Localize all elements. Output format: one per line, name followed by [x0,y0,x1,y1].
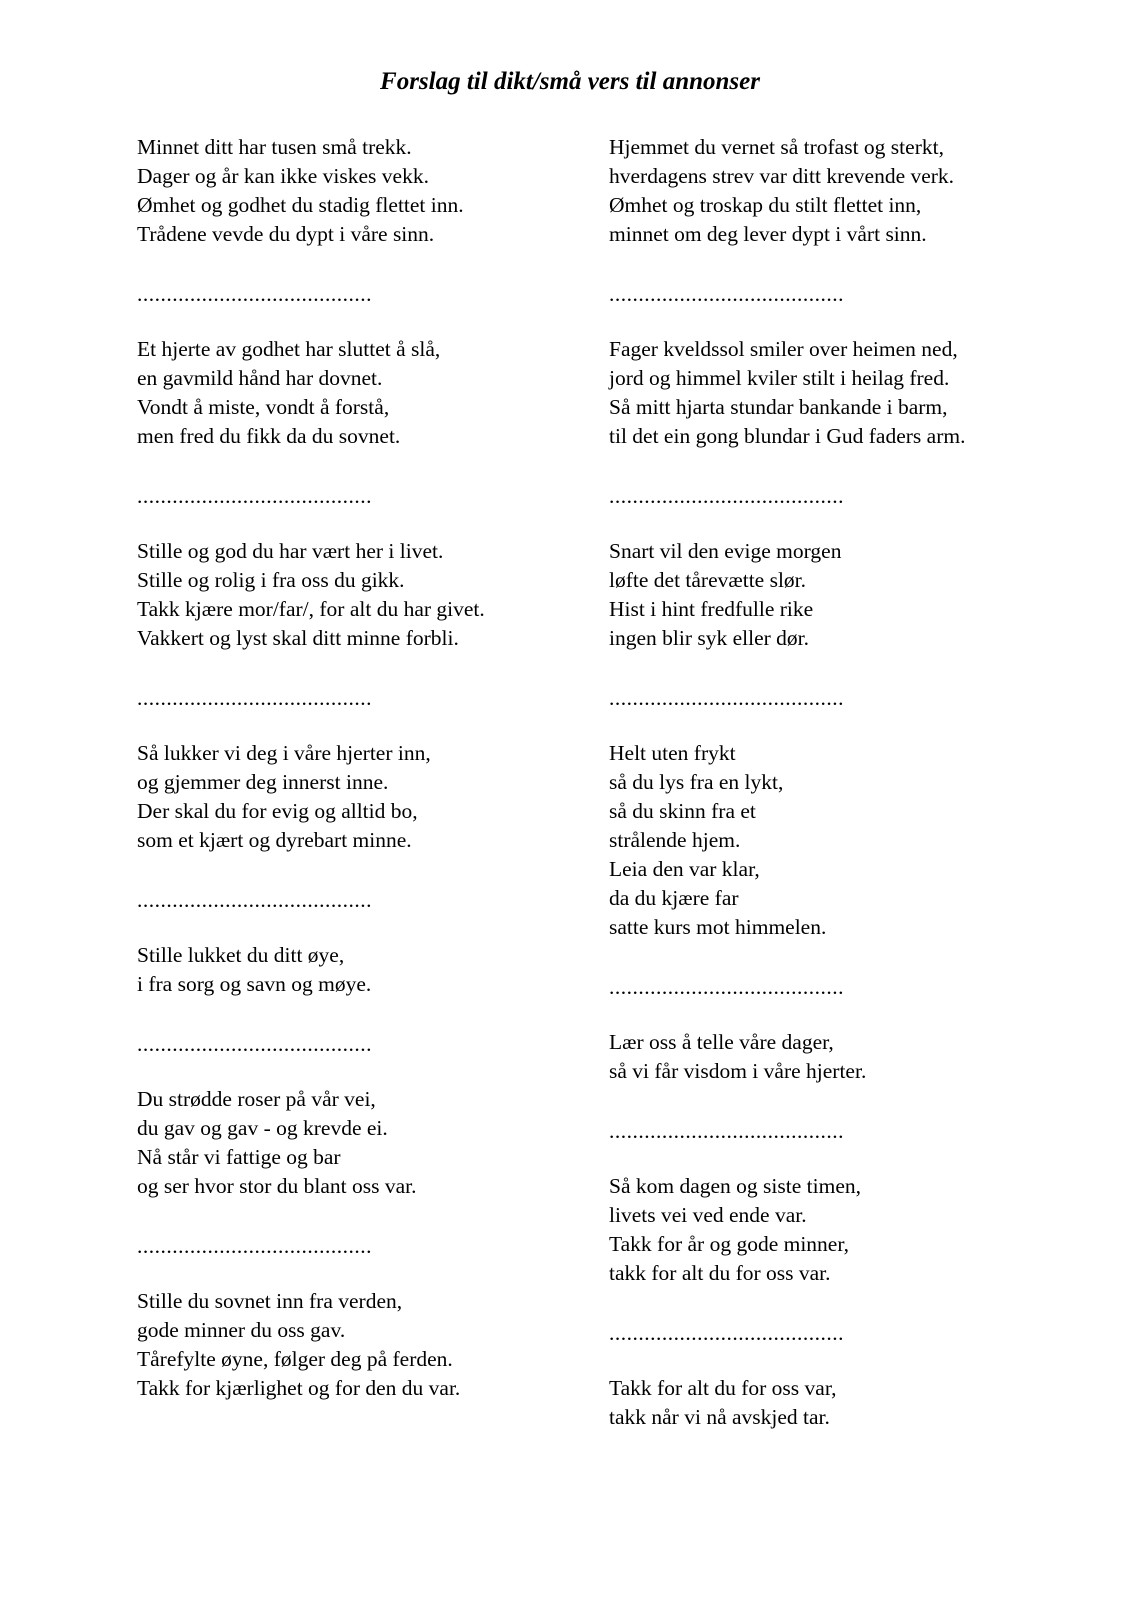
poem-stanza [609,537,965,653]
poem-stanza [137,335,485,451]
right-poem-column [609,133,965,1432]
poem-line: Takk kjære mor/far/, for alt du har givet. [137,597,485,621]
stanza-separator: ........................................ [137,686,372,710]
poem-line: strålende hjem. [609,828,741,852]
poem-line: en gavmild hånd har dovnet. [137,366,383,390]
poem-line: så vi får visdom i våre hjerter. [609,1059,867,1083]
poem-line: Dager og år kan ikke viskes vekk. [137,164,429,188]
poem-line: Snart vil den evige morgen [609,539,842,563]
poem-line: så du lys fra en lykt, [609,770,784,794]
stanza-separator: ........................................ [137,1032,372,1056]
poem-line: minnet om deg lever dypt i vårt sinn. [609,222,927,246]
poem-line: takk for alt du for oss var. [609,1261,831,1285]
left-poem-column [137,133,485,1403]
poem-stanza [137,133,485,249]
poem-line: da du kjære far [609,886,739,910]
poem-line: Hjemmet du vernet så trofast og sterkt, [609,135,944,159]
poem-line: Takk for år og gode minner, [609,1232,850,1256]
poem-stanza [609,739,965,942]
poem-stanza [609,133,965,249]
poem-line: Et hjerte av godhet har sluttet å slå, [137,337,441,361]
poem-line: Tårefylte øyne, følger deg på ferden. [137,1347,453,1371]
poem-line: Hist i hint fredfulle rike [609,597,814,621]
poem-line: du gav og gav - og krevde ei. [137,1116,388,1140]
poem-line: Nå står vi fattige og bar [137,1145,341,1169]
poem-line: som et kjært og dyrebart minne. [137,828,412,852]
poem-line: Helt uten frykt [609,741,736,765]
poem-stanza [137,739,485,855]
stanza-separator: ........................................ [137,888,372,912]
poem-line: Takk for alt du for oss var, [609,1376,837,1400]
poem-line: Der skal du for evig og alltid bo, [137,799,418,823]
poem-line: jord og himmel kviler stilt i heilag fred. [609,366,950,390]
stanza-separator: ........................................ [609,975,844,999]
stanza-separator: ........................................ [609,484,844,508]
poem-line: Så mitt hjarta stundar bankande i barm, [609,395,948,419]
poem-line: Minnet ditt har tusen små trekk. [137,135,412,159]
poem-line: Trådene vevde du dypt i våre sinn. [137,222,435,246]
poem-line: løfte det tårevætte slør. [609,568,807,592]
stanza-separator: ........................................ [609,686,844,710]
poem-line: til det ein gong blundar i Gud faders arm. [609,424,966,448]
poem-stanza [137,537,485,653]
poem-line: Takk for kjærlighet og for den du var. [137,1376,461,1400]
poem-stanza [137,1287,485,1403]
poem-line: og gjemmer deg innerst inne. [137,770,389,794]
poem-line: Vakkert og lyst skal ditt minne forbli. [137,626,459,650]
poem-line: men fred du fikk da du sovnet. [137,424,401,448]
stanza-separator: ........................................ [137,282,372,306]
poem-line: satte kurs mot himmelen. [609,915,827,939]
poem-stanza [609,1172,965,1288]
stanza-separator: ........................................ [137,1234,372,1258]
poem-line: Ømhet og godhet du stadig flettet inn. [137,193,464,217]
poem-line: Leia den var klar, [609,857,760,881]
poem-line: Du strødde roser på vår vei, [137,1087,376,1111]
poem-stanza [609,335,965,451]
poem-line: og ser hvor stor du blant oss var. [137,1174,417,1198]
poem-line: Ømhet og troskap du stilt flettet inn, [609,193,922,217]
poem-line: Så kom dagen og siste timen, [609,1174,861,1198]
poem-stanza [137,941,485,999]
poem-line: Stille lukket du ditt øye, [137,943,345,967]
stanza-separator: ........................................ [609,282,844,306]
poem-line: Stille og god du har vært her i livet. [137,539,444,563]
poem-line: takk når vi nå avskjed tar. [609,1405,830,1429]
poem-stanza [609,1028,965,1086]
poem-line: i fra sorg og savn og møye. [137,972,372,996]
stanza-separator: ........................................ [137,484,372,508]
poem-line: Stille og rolig i fra oss du gikk. [137,568,405,592]
poem-line: Stille du sovnet inn fra verden, [137,1289,403,1313]
poem-line: Vondt å miste, vondt å forstå, [137,395,390,419]
stanza-separator: ........................................ [609,1321,844,1345]
poem-line: gode minner du oss gav. [137,1318,346,1342]
page-title: Forslag til dikt/små vers til annonser [380,68,760,95]
poem-stanza [609,1374,965,1432]
poem-line: Så lukker vi deg i våre hjerter inn, [137,741,431,765]
poem-line: Fager kveldssol smiler over heimen ned, [609,337,958,361]
poem-line: så du skinn fra et [609,799,756,823]
poem-line: hverdagens strev var ditt krevende verk. [609,164,955,188]
stanza-separator: ........................................ [609,1119,844,1143]
poem-line: Lær oss å telle våre dager, [609,1030,834,1054]
poem-line: ingen blir syk eller dør. [609,626,810,650]
poem-stanza [137,1085,485,1201]
poem-line: livets vei ved ende var. [609,1203,807,1227]
